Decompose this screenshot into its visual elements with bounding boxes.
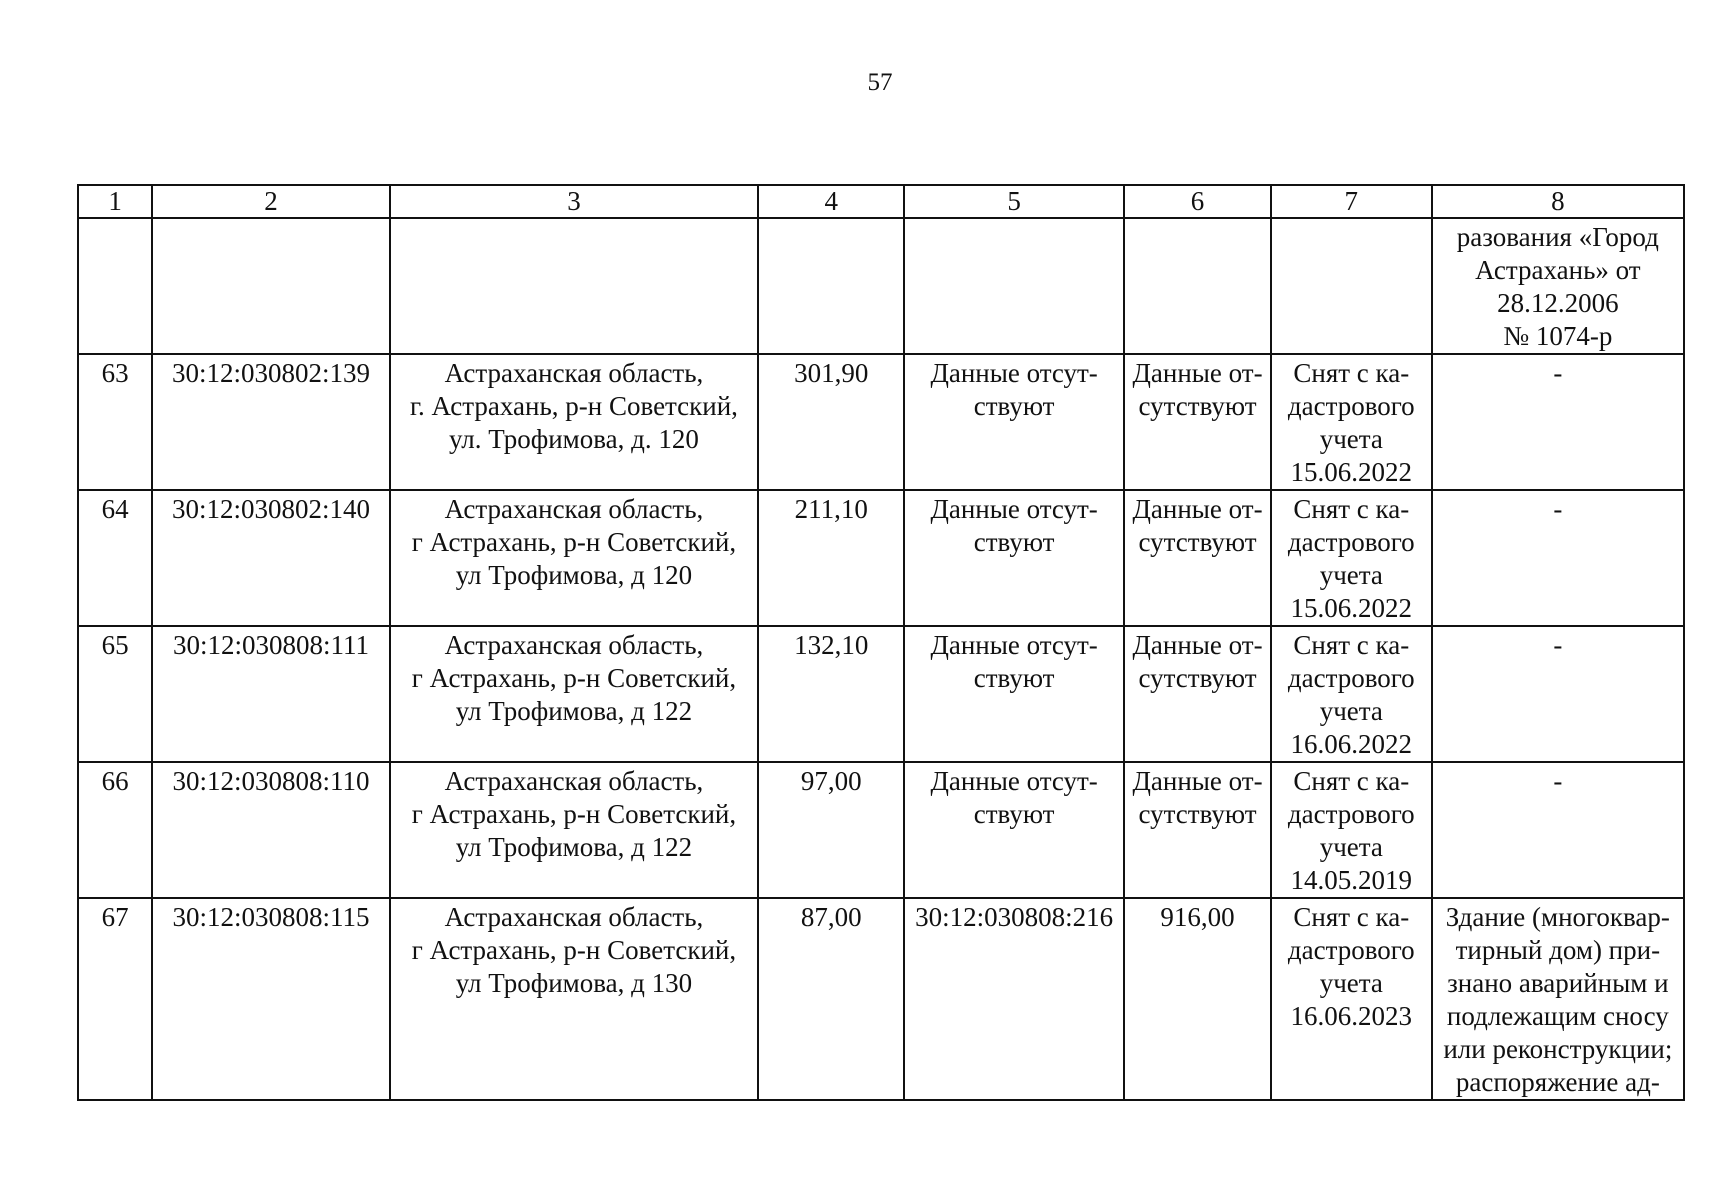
cadastral-number: 30:12:030808:115	[152, 898, 389, 1100]
table-row	[78, 626, 1684, 762]
column-header-2: 2	[152, 185, 389, 218]
cadastral-number: 30:12:030808:111	[152, 626, 389, 762]
column-header-1: 1	[78, 185, 152, 218]
row-number: 67	[78, 898, 152, 1100]
note-cell: -	[1432, 762, 1684, 898]
column-5-cell: Данные отсут- ствуют	[904, 762, 1124, 898]
column-6-cell: Данные от- сутствуют	[1124, 354, 1271, 490]
table-row	[78, 762, 1684, 898]
table-cell	[1271, 218, 1432, 354]
table-row	[78, 490, 1684, 626]
column-header-6: 6	[1124, 185, 1271, 218]
column-6-cell: Данные от- сутствуют	[1124, 626, 1271, 762]
address-cell: Астраханская область, г. Астрахань, р-н Советский, ул. Трофимова, д. 120	[390, 354, 759, 490]
cadastral-number: 30:12:030802:139	[152, 354, 389, 490]
note-cell: -	[1432, 490, 1684, 626]
column-header-4: 4	[758, 185, 904, 218]
area-cell: 132,10	[758, 626, 904, 762]
row-number: 63	[78, 354, 152, 490]
continuation-row	[78, 218, 1684, 354]
table-cell	[390, 218, 759, 354]
column-5-cell: Данные отсут- ствуют	[904, 626, 1124, 762]
table-cell	[78, 218, 152, 354]
table-row	[78, 354, 1684, 490]
address-cell: Астраханская область, г Астрахань, р-н Советский, ул Трофимова, д 120	[390, 490, 759, 626]
table-cell	[152, 218, 389, 354]
status-cell: Снят с ка- дастрового учета 16.06.2022	[1271, 626, 1432, 762]
area-cell: 87,00	[758, 898, 904, 1100]
status-cell: Снят с ка- дастрового учета 15.06.2022	[1271, 354, 1432, 490]
table-cell	[758, 218, 904, 354]
page-number: 57	[867, 69, 893, 96]
address-cell: Астраханская область, г Астрахань, р-н Советский, ул Трофимова, д 122	[390, 762, 759, 898]
header-row	[78, 185, 1684, 218]
column-6-cell: Данные от- сутствуют	[1124, 762, 1271, 898]
column-header-7: 7	[1271, 185, 1432, 218]
column-6-cell: 916,00	[1124, 898, 1271, 1100]
row-number: 64	[78, 490, 152, 626]
table-row	[78, 898, 1684, 1100]
area-cell: 301,90	[758, 354, 904, 490]
row-number: 65	[78, 626, 152, 762]
column-5-cell: 30:12:030808:216	[904, 898, 1124, 1100]
column-header-8: 8	[1432, 185, 1684, 218]
table-cell	[904, 218, 1124, 354]
cadastral-number: 30:12:030808:110	[152, 762, 389, 898]
column-6-cell: Данные от- сутствуют	[1124, 490, 1271, 626]
note-cell: разования «Город Астрахань» от 28.12.2006 № 1074-р	[1432, 218, 1684, 354]
table-cell	[1124, 218, 1271, 354]
column-5-cell: Данные отсут- ствуют	[904, 490, 1124, 626]
address-cell: Астраханская область, г Астрахань, р-н Советский, ул Трофимова, д 122	[390, 626, 759, 762]
address-cell: Астраханская область, г Астрахань, р-н Советский, ул Трофимова, д 130	[390, 898, 759, 1100]
status-cell: Снят с ка- дастрового учета 15.06.2022	[1271, 490, 1432, 626]
note-cell: -	[1432, 354, 1684, 490]
column-header-5: 5	[904, 185, 1124, 218]
status-cell: Снят с ка- дастрового учета 14.05.2019	[1271, 762, 1432, 898]
area-cell: 97,00	[758, 762, 904, 898]
note-cell: -	[1432, 626, 1684, 762]
column-header-3: 3	[390, 185, 759, 218]
note-cell: Здание (многоквар- тирный дом) при- знано аварийным и подлежащим сносу или реконструкции; распоряжение ад-	[1432, 898, 1684, 1100]
row-number: 66	[78, 762, 152, 898]
column-5-cell: Данные отсут- ствуют	[904, 354, 1124, 490]
cadastral-number: 30:12:030802:140	[152, 490, 389, 626]
status-cell: Снят с ка- дастрового учета 16.06.2023	[1271, 898, 1432, 1100]
property-table	[77, 184, 1685, 1101]
area-cell: 211,10	[758, 490, 904, 626]
